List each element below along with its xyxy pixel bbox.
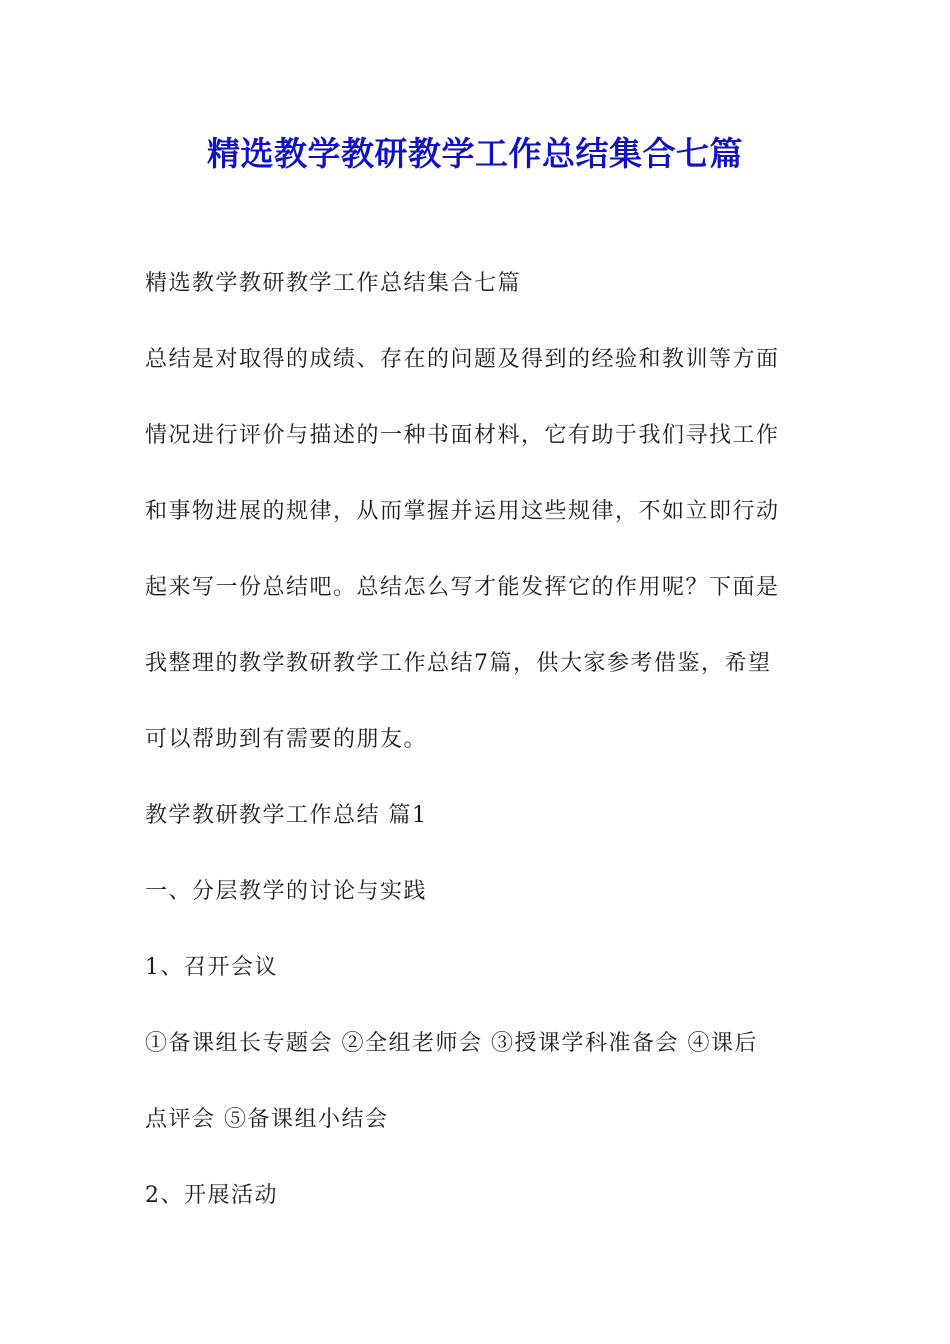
intro-line: 总结是对取得的成绩、存在的问题及得到的经验和教训等方面: [145, 347, 780, 372]
intro-line: 和事物进展的规律，从而掌握并运用这些规律，不如立即行动: [145, 499, 780, 524]
intro-paragraph: [145, 322, 807, 778]
document-body: [145, 246, 807, 1234]
sub-heading: 一、分层教学的讨论与实践: [145, 879, 428, 904]
intro-line: 起来写一份总结吧。总结怎么写才能发挥它的作用呢？下面是: [145, 575, 780, 600]
intro-line: 我整理的教学教研教学工作总结7篇，供大家参考借鉴，希望: [145, 651, 772, 676]
list-item: 2、开展活动: [145, 1183, 278, 1208]
document-title: 精选教学教研教学工作总结集合七篇: [207, 134, 743, 173]
section-heading: 教学教研教学工作总结 篇1: [145, 803, 428, 828]
list-item: 1、召开会议: [145, 955, 278, 980]
intro-line: 情况进行评价与描述的一种书面材料，它有助于我们寻找工作: [145, 423, 780, 448]
meeting-paragraph: [145, 1006, 807, 1158]
intro-line: 可以帮助到有需要的朋友。: [145, 727, 428, 752]
subtitle-paragraph: 精选教学教研教学工作总结集合七篇: [145, 271, 522, 296]
meeting-line: ①备课组长专题会 ②全组老师会 ③授课学科准备会 ④课后: [145, 1031, 758, 1056]
meeting-line: 点评会 ⑤备课组小结会: [145, 1107, 389, 1132]
